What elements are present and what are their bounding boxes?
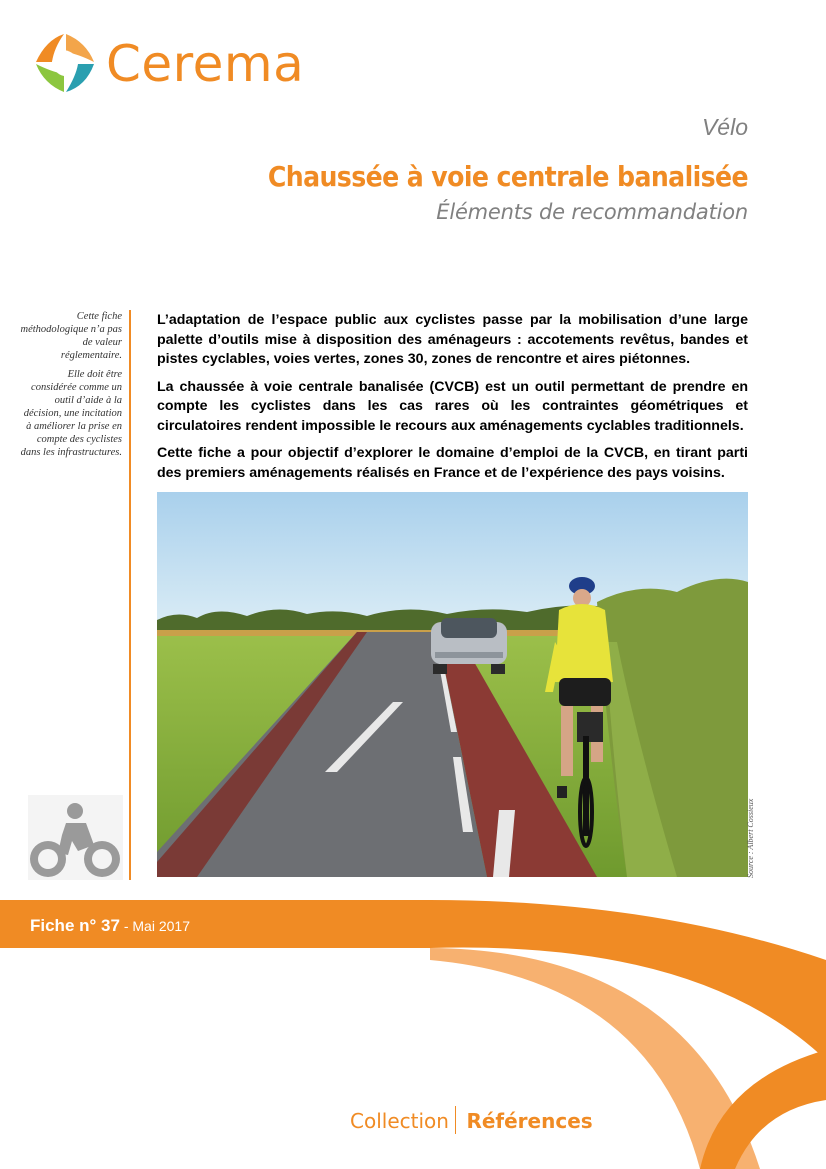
side-divider — [129, 310, 131, 880]
bicycle-icon — [28, 795, 123, 880]
collection-label — [350, 1106, 593, 1134]
side-note — [20, 310, 122, 465]
page-subtitle: Éléments de recommandation — [436, 200, 748, 224]
side-note-paragraph: Elle doit être considérée comme un outil d’aide à la décision, une incitation à améliorer la prise en compte des cyclistes dans les infrastructures. — [20, 369, 122, 458]
fiche-date: - Mai 2017 — [119, 918, 190, 934]
collection-divider — [455, 1106, 457, 1134]
theme-label: Vélo — [701, 114, 748, 140]
side-note-paragraph: Cette fiche méthodologique n’a pas de valeur réglementaire. — [20, 311, 122, 361]
collection-name: Références — [466, 1109, 593, 1133]
intro-text — [157, 311, 748, 491]
intro-paragraph: L’adaptation de l’espace public aux cyclistes passe par la mobilisation d’une large palette d’outils mise à disposition des aménageurs : accotements revêtus, bandes et pistes cyclables, voies vertes, zones 30, zones de rencontre et aires piétonnes. — [157, 312, 748, 367]
cerema-logo — [30, 28, 330, 98]
photo-credit-text: Source : Albert Cossieux — [746, 798, 755, 878]
cover-photo — [157, 492, 748, 877]
logo-wordmark: Cerema — [106, 35, 305, 93]
fiche-number: Fiche n° 37 — [30, 916, 120, 935]
intro-paragraph: Cette fiche a pour objectif d’explorer le domaine d’emploi de la CVCB, en tirant parti des premiers aménagements réalisés en France et de l’expérience des pays voisins. — [157, 445, 748, 481]
intro-paragraph: La chaussée à voie centrale banalisée (CVCB) est un outil permettant de prendre en compte les cyclistes dans les cas rares où les contraintes géométriques et circulatoires rendent impossible le recours aux aménagements cyclables traditionnels. — [157, 378, 748, 434]
photo-credit — [744, 790, 758, 880]
road-cyclist-photo — [157, 492, 748, 877]
collection-word: Collection — [350, 1109, 449, 1133]
cerema-emblem-icon — [30, 28, 100, 98]
page-title: Chaussée à voie centrale banalisée — [267, 160, 748, 193]
fiche-label — [30, 916, 190, 936]
